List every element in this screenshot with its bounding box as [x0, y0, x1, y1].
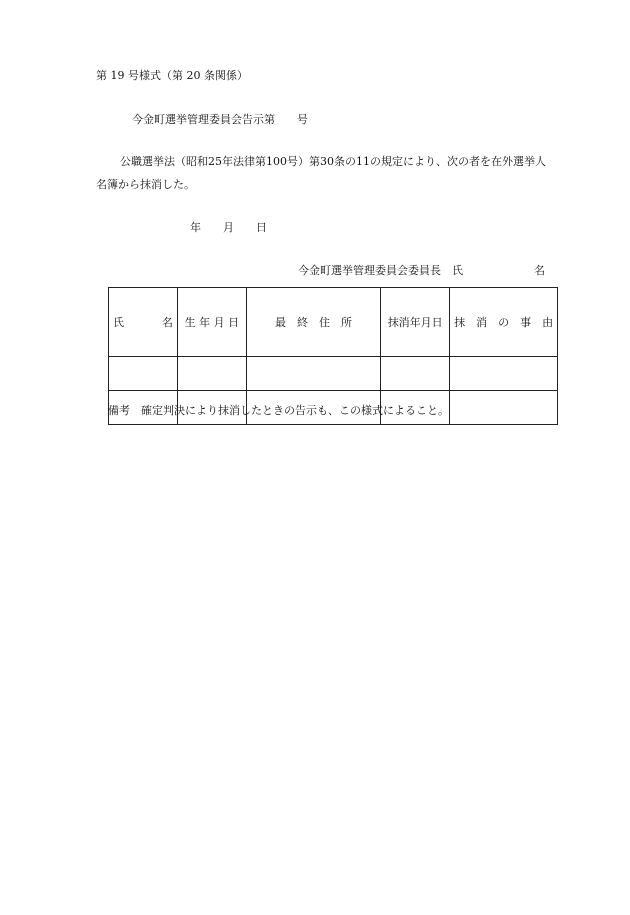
table-cell	[450, 391, 558, 425]
body-text-line-1: 公職選挙法（昭和25年法律第100号）第30条の11の規定により、次の者を在外選挙人	[120, 155, 546, 168]
header-deletion-date: 抹消年月日	[381, 288, 450, 357]
remarks-note: 備考 確定判決により抹消したときの告示も、この様式によること。	[108, 404, 449, 417]
table-cell	[246, 357, 380, 391]
body-text-line-2: 名簿から抹消した。	[96, 178, 195, 191]
header-name-left: 氏	[113, 316, 124, 329]
table-cell	[109, 357, 178, 391]
signatory-title: 今金町選挙管理委員会委員長 氏	[298, 264, 463, 277]
table-cell	[177, 357, 246, 391]
header-last-address: 最 終 住 所	[246, 288, 380, 357]
header-name-right: 名	[161, 316, 173, 329]
table-cell	[381, 357, 450, 391]
date-line: 年 月 日	[190, 221, 267, 234]
header-name	[109, 288, 178, 357]
header-birthdate: 生 年 月 日	[177, 288, 246, 357]
form-number: 第 19 号様式（第 20 条関係）	[96, 69, 248, 82]
header-deletion-reason: 抹 消 の 事 由	[450, 288, 558, 357]
notice-title: 今金町選挙管理委員会告示第 号	[132, 113, 308, 126]
table-row	[109, 357, 558, 391]
table-header-row	[109, 288, 558, 357]
table-cell	[450, 357, 558, 391]
signatory-name-label: 名	[534, 264, 545, 277]
